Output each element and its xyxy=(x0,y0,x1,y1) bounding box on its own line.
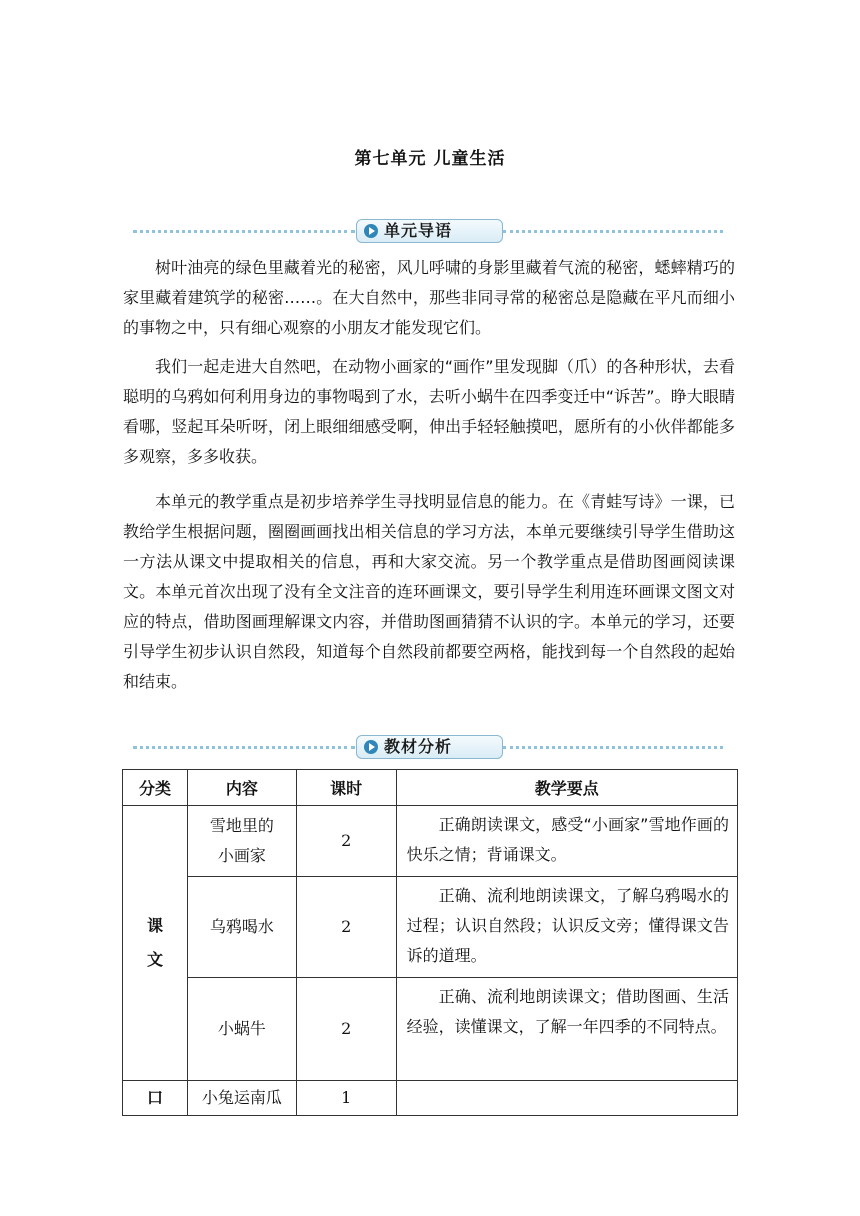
points-cell: 正确、流利地朗读课文，了解乌鸦喝水的过程；认识自然段；认识反文旁；懂得课文告诉的道理。 xyxy=(396,877,737,978)
section-badge xyxy=(356,735,503,759)
section-header-intro xyxy=(133,219,723,243)
points-cell xyxy=(396,1081,737,1116)
analysis-table xyxy=(122,769,738,1116)
dotted-divider xyxy=(133,230,355,233)
hours-cell: 2 xyxy=(296,806,396,877)
column-header: 教学要点 xyxy=(396,770,737,806)
arrow-right-icon xyxy=(364,224,378,238)
hours-cell: 2 xyxy=(296,978,396,1081)
dotted-divider xyxy=(133,746,355,749)
points-cell: 正确朗读课文，感受“小画家”雪地作画的快乐之情；背诵课文。 xyxy=(396,806,737,877)
dotted-divider xyxy=(503,230,723,233)
intro-paragraph-2: 我们一起走进大自然吧，在动物小画家的“画作”里发现脚（爪）的各种形状，去看聪明的乌鸦如何利用身边的事物喝到了水，去听小蜗牛在四季变迁中“诉苦”。睁大眼睛看哪，竖起耳朵听呀，闭上眼细细感受啊，伸出手轻轻触摸吧，愿所有的小伙伴都能多多观察，多多收获。 xyxy=(123,357,735,466)
table-row xyxy=(123,877,738,978)
section-label: 教材分析 xyxy=(384,737,453,756)
points-cell: 正确、流利地朗读课文；借助图画、生活经验，读懂课文，了解一年四季的不同特点。 xyxy=(396,978,737,1081)
content-cell: 雪地里的小画家 xyxy=(187,806,296,877)
category-cell: 课 文 xyxy=(123,806,188,1081)
table-header-row xyxy=(123,770,738,806)
hours-cell: 1 xyxy=(296,1081,396,1116)
intro-paragraph-3: 本单元的教学重点是初步培养学生寻找明显信息的能力。在《青蛙写诗》一课，已教给学生根据问题，圈圈画画找出相关信息的学习方法，本单元要继续引导学生借助这一方法从课文中提取相关的信息，再和大家交流。另一个教学重点是借助图画阅读课文。本单元首次出现了没有全文注音的连环画课文，要引导学生利用连环画课文图文对应的特点，借助图画理解课文内容，并借助图画猜猜不认识的字。本单元的学习，还要引导学生初步认识自然段，知道每个自然段前都要空两格，能找到每一个自然段的起始和结束。 xyxy=(123,492,735,691)
content-cell: 小兔运南瓜 xyxy=(187,1081,296,1116)
table-row xyxy=(123,1081,738,1116)
arrow-right-icon xyxy=(364,740,378,754)
page-title: 第七单元 儿童生活 xyxy=(354,149,506,169)
table-row xyxy=(123,978,738,1081)
category-cell: 口 xyxy=(123,1081,188,1116)
section-label: 单元导语 xyxy=(384,221,453,240)
column-header: 内容 xyxy=(187,770,296,806)
table-row xyxy=(123,806,738,877)
section-header-analysis xyxy=(133,735,723,759)
content-cell: 小蜗牛 xyxy=(187,978,296,1081)
content-cell: 乌鸦喝水 xyxy=(187,877,296,978)
section-badge xyxy=(356,219,503,243)
column-header: 分类 xyxy=(123,770,188,806)
intro-paragraph-1: 树叶油亮的绿色里藏着光的秘密，风儿呼啸的身影里藏着气流的秘密，蟋蟀精巧的家里藏着建筑学的秘密……。在大自然中，那些非同寻常的秘密总是隐藏在平凡而细小的事物之中，只有细心观察的小朋友才能发现它们。 xyxy=(123,258,735,337)
hours-cell: 2 xyxy=(296,877,396,978)
column-header: 课时 xyxy=(296,770,396,806)
dotted-divider xyxy=(503,746,723,749)
